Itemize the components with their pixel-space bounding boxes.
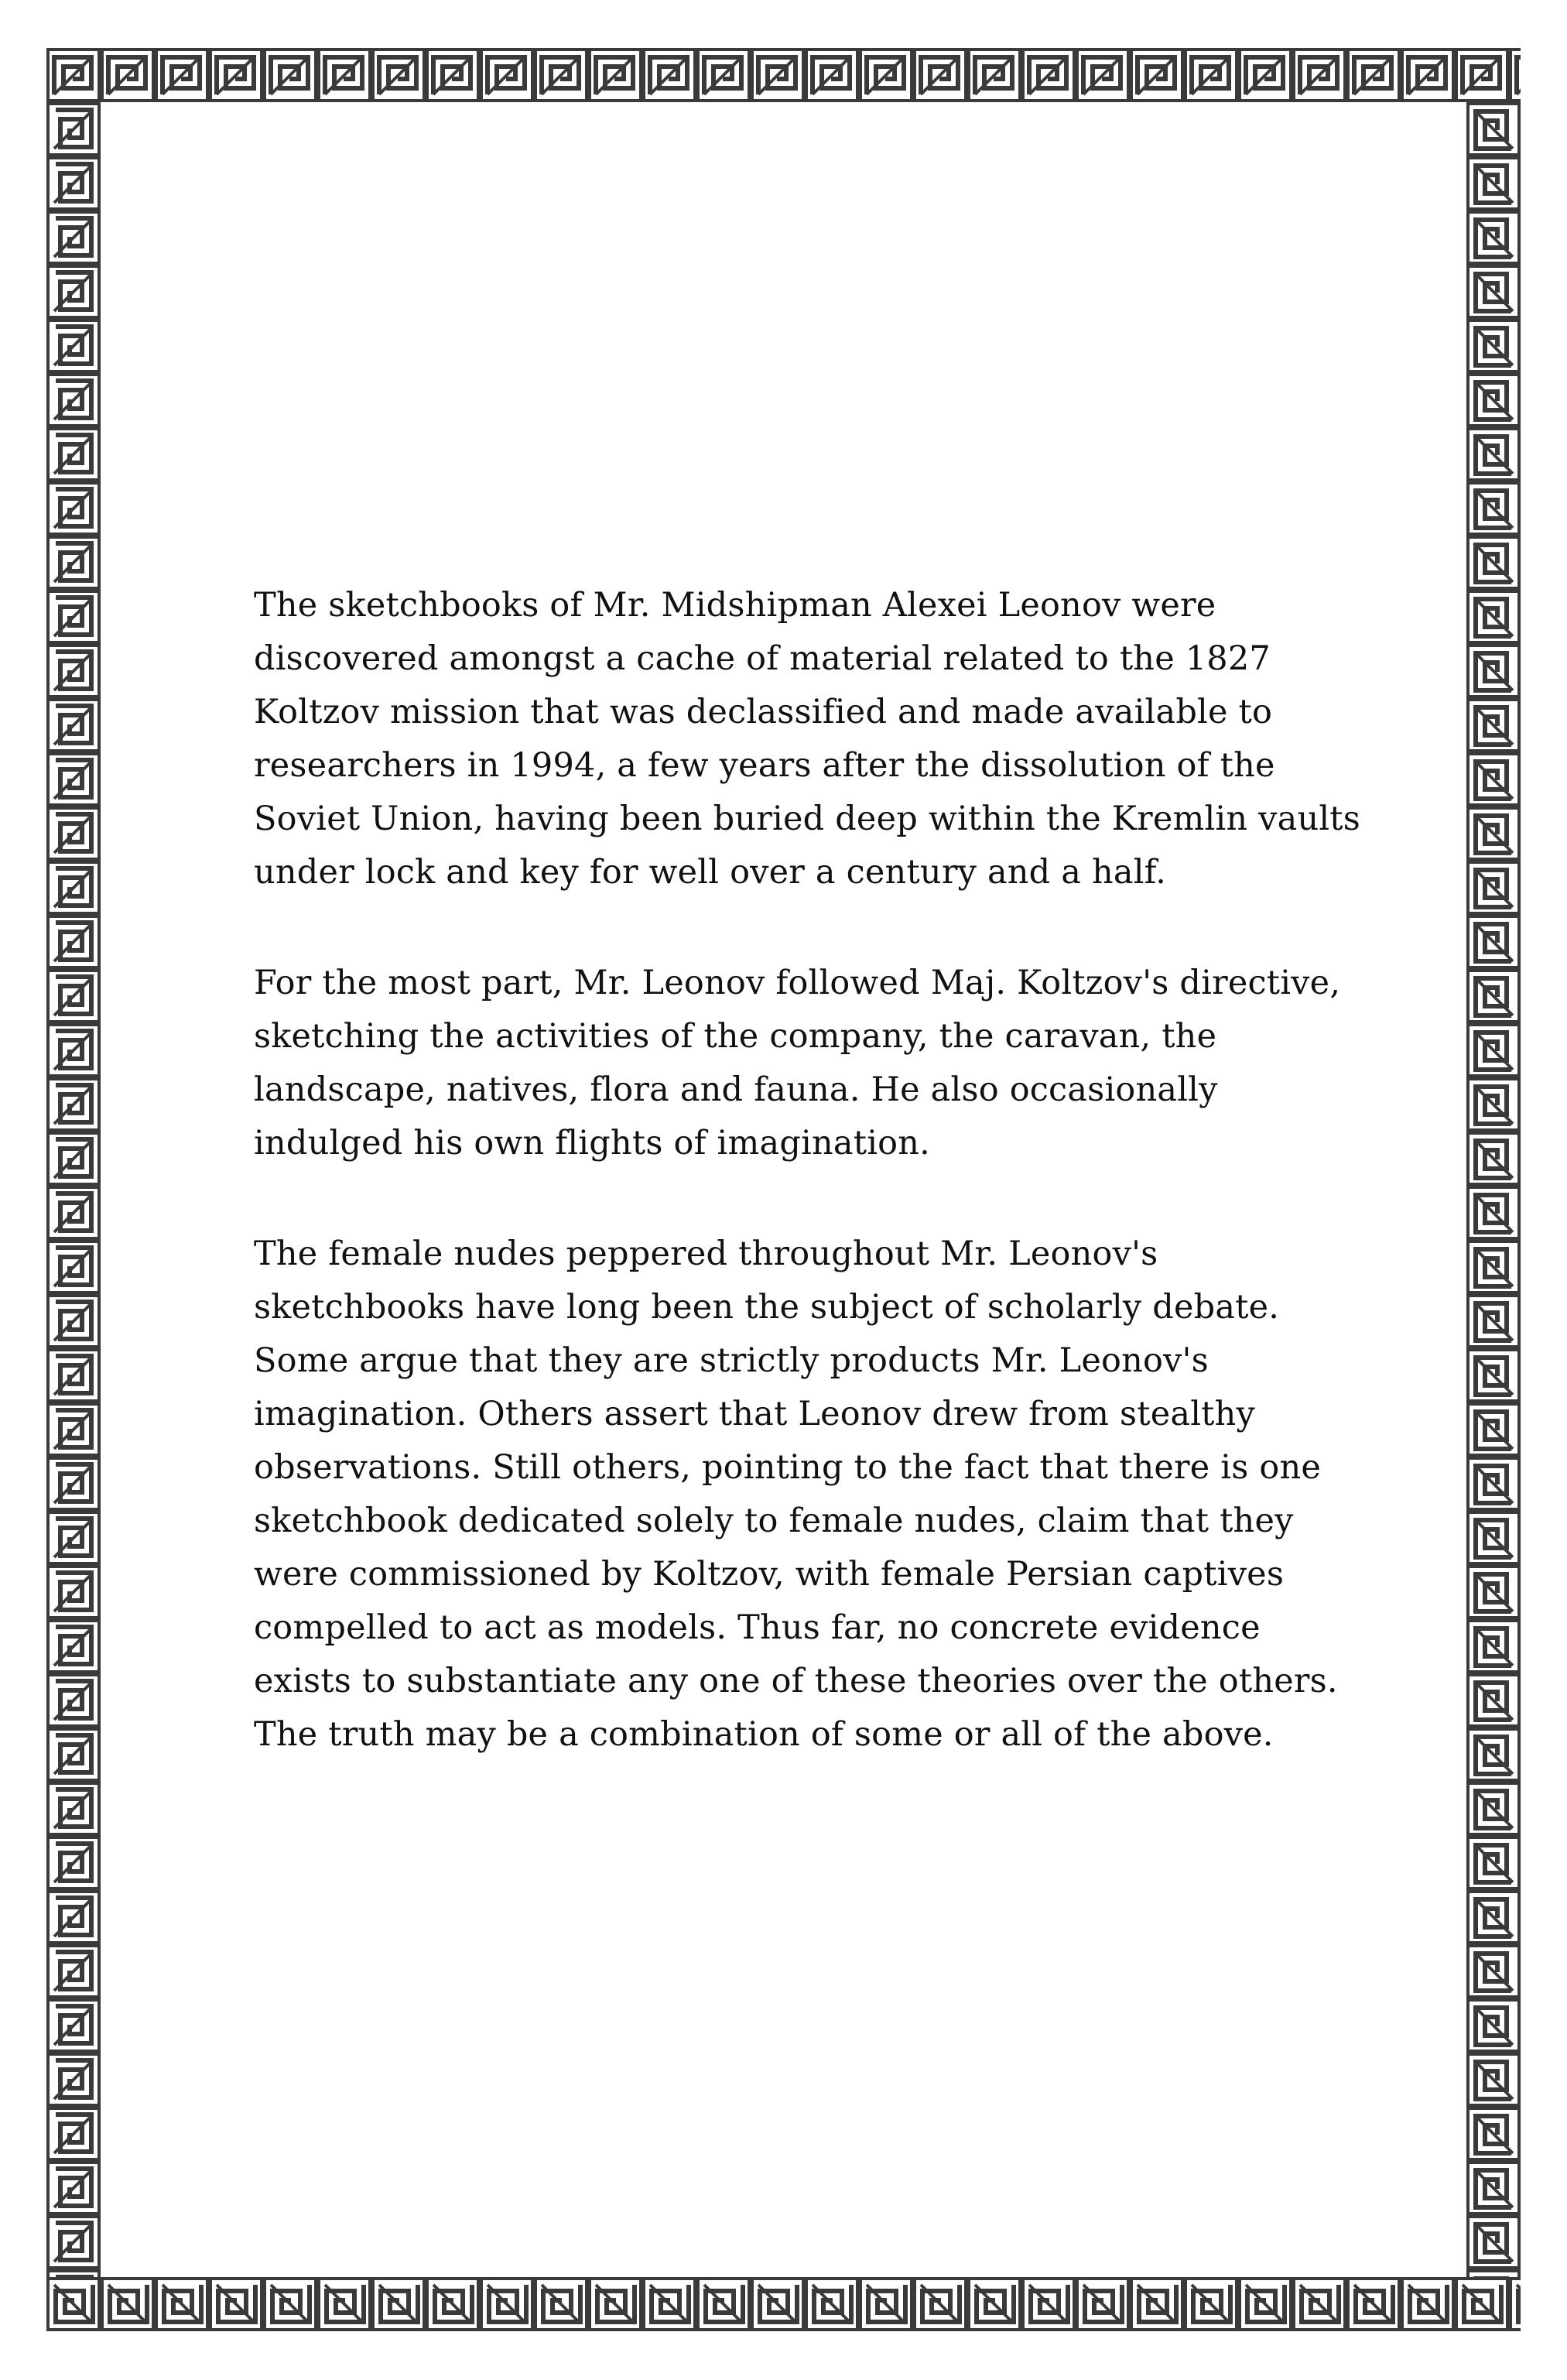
greek-key-border-left — [46, 102, 101, 2277]
greek-key-border-icon — [46, 48, 1521, 102]
greek-key-border-icon — [46, 2277, 1521, 2331]
body-text — [254, 579, 1368, 1762]
greek-key-border-icon — [1466, 102, 1521, 2277]
greek-key-border-bottom — [46, 2277, 1521, 2331]
paragraph-directive: For the most part, Mr. Leonov followed Maj. Koltzov's directive, sketching the activities of the company, the caravan, the landscape, natives, flora and fauna. He also occasionally indulged his own flights of imagination. — [254, 964, 1341, 1163]
greek-key-border-right — [1466, 102, 1521, 2277]
paragraph-discovery: The sketchbooks of Mr. Midshipman Alexei Leonov were discovered amongst a cache of material related to the 1827 Koltzov mission that was declassified and made available to researchers in 1994, a few years after the dissolution of the Soviet Union, having been buried deep within the Kremlin vaults under lock and key for well over a century and a half. — [254, 586, 1361, 892]
greek-key-border-icon — [46, 102, 101, 2277]
paragraph-nudes-debate: The female nudes peppered throughout Mr. Leonov's sketchbooks have long been the subject of scholarly debate. Some argue that they are strictly products Mr. Leonov's imagination. Others assert that Leonov drew from stealthy observations. Still others, pointing to the fact that there is one sketchbook dedicated solely to female nudes, claim that they were commissioned by Koltzov, with female Persian captives compelled to act as models. Thus far, no concrete evidence exists to substantiate any one of these theories over the others. The truth may be a combination of some or all of the above. — [254, 1235, 1338, 1754]
greek-key-border-top — [46, 48, 1521, 102]
